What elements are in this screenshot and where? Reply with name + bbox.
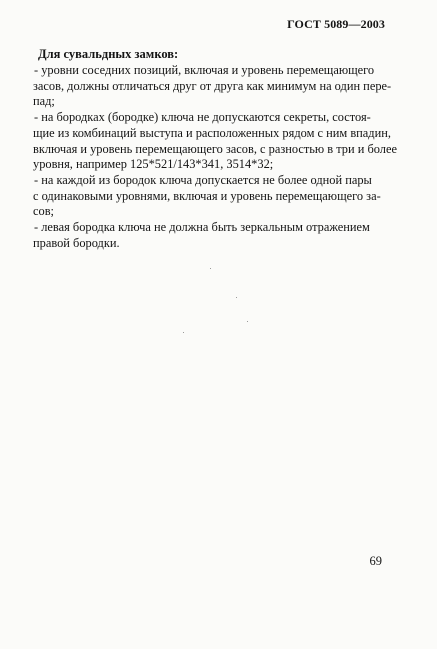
page-number: 69 [369, 554, 382, 568]
scan-speck [183, 332, 184, 333]
text-line: щие из комбинаций выступа и расположенных рядом с ним впадин, [33, 125, 391, 140]
scan-speck [236, 297, 237, 298]
text-line: правой бородки. [33, 235, 120, 250]
scan-speck [210, 268, 211, 269]
standard-header: ГОСТ 5089—2003 [287, 17, 385, 31]
requirement-paragraph-4 [33, 220, 385, 251]
text-line: - уровни соседних позиций, включая и уровень перемещающего [34, 63, 375, 77]
text-line: - на каждой из бородок ключа допускается не более одной пары [34, 172, 372, 187]
section-heading: Для сувальдных замков: [38, 47, 179, 61]
text-line: - на бородках (бородке) ключа не допускаются секреты, состоя- [34, 110, 371, 125]
text-line: засов, должны отличаться друг от друга как минимум на один пере- [33, 78, 392, 93]
text-line: уровня, например 125*521/143*341, 3514*32; [33, 157, 274, 172]
document-body [33, 63, 397, 251]
requirement-paragraph-2 [33, 110, 397, 173]
text-line: пад; [33, 94, 55, 109]
scan-speck [247, 321, 248, 322]
requirement-paragraph-3 [33, 173, 385, 220]
text-line: - левая бородка ключа не должна быть зеркальным отражением [34, 220, 370, 235]
text-line: сов; [33, 204, 54, 219]
requirement-paragraph-1 [33, 63, 392, 110]
text-line: включая и уровень перемещающего засов, с разностью в три и более [33, 141, 397, 156]
text-line: с одинаковыми уровнями, включая и уровень перемещающего за- [33, 188, 381, 203]
